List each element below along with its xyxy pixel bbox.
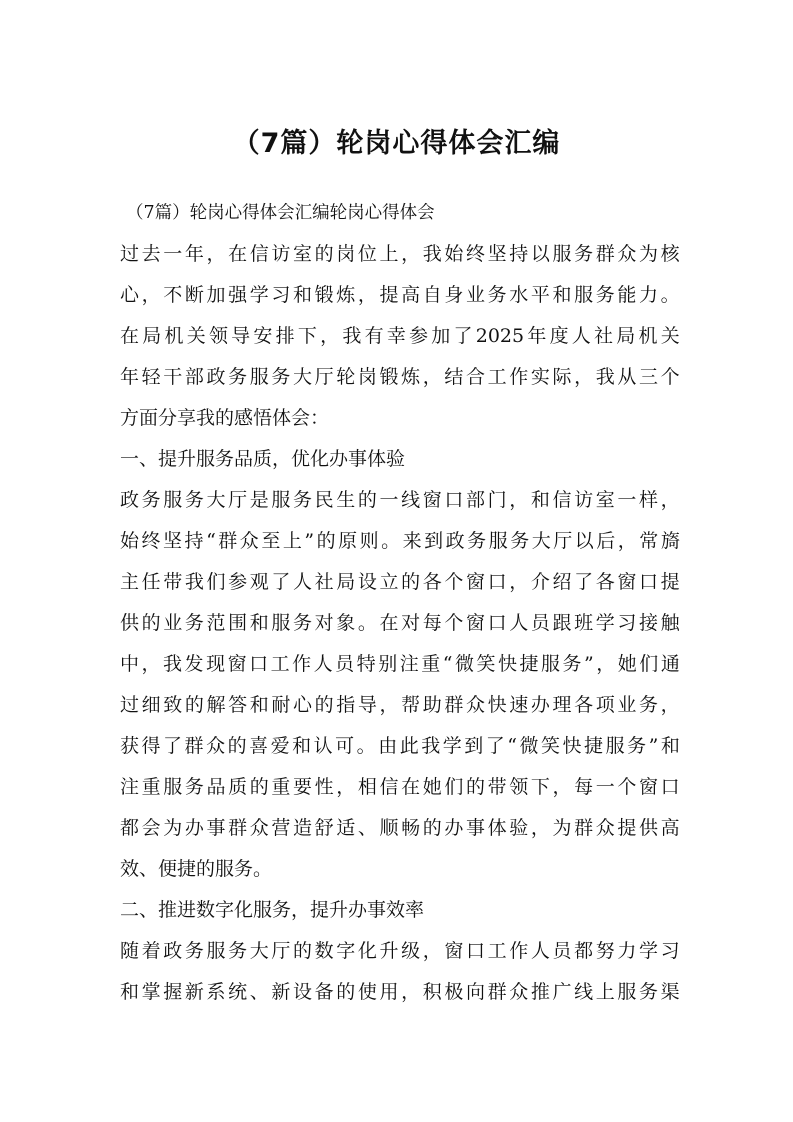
text-line: 在 局 机 关 领 导 安 排 下 ， 我 有 幸 参 加 了 2025 年 度 人 社 局 机 关 bbox=[120, 325, 680, 347]
text-line: 始 终 坚 持 “ 群 众 至 上 ” 的 原 则 。 来 到 政 务 服 务 大 厅 以 后 ， 常 旖 bbox=[120, 530, 680, 552]
text-line: 年 轻 干 部 政 务 服 务 大 厅 轮 岗 锻 炼 ， 结 合 工 作 实 际 ， 我 从 三 个 bbox=[120, 366, 680, 388]
text-line: 过 细 致 的 解 答 和 耐 心 的 指 导 ， 帮 助 群 众 快 速 办 理 各 项 业 务 ， bbox=[120, 694, 680, 716]
text-line: 随 着 政 务 服 务 大 厅 的 数 字 化 升 级 ， 窗 口 工 作 人 员 都 努 力 学 习 bbox=[120, 940, 680, 962]
text-line: 供 的 业 务 范 围 和 服 务 对 象 。 在 对 每 个 窗 口 人 员 跟 班 学 习 接 触 bbox=[120, 612, 680, 634]
text-line: 过 去 一 年 ， 在 信 访 室 的 岗 位 上 ， 我 始 终 坚 持 以 服 务 群 众 为 核 bbox=[120, 243, 680, 265]
text-line: 效、便捷的服务。 bbox=[120, 858, 273, 880]
text-line: 主 任 带 我 们 参 观 了 人 社 局 设 立 的 各 个 窗 口 ， 介 绍 了 各 窗 口 提 bbox=[120, 571, 680, 593]
document-body bbox=[120, 193, 680, 1013]
text-line: 心 ， 不 断 加 强 学 习 和 锻 炼 ， 提 高 自 身 业 务 水 平 和 服 务 能 力 。 bbox=[120, 284, 680, 306]
text-line: 方面分享我的感悟体会： bbox=[120, 407, 330, 429]
section-heading: 一、提升服务品质，优化办事体验 bbox=[120, 448, 406, 470]
text-line: 都 会 为 办 事 群 众 营 造 舒 适 、 顺 畅 的 办 事 体 验 ， 为 群 众 提 供 高 bbox=[120, 817, 680, 839]
text-line: 中 ， 我 发 现 窗 口 工 作 人 员 特 别 注 重 “ 微 笑 快 捷 服 务 ” ， 她 们 通 bbox=[120, 653, 680, 675]
text-line: 政 务 服 务 大 厅 是 服 务 民 生 的 一 线 窗 口 部 门 ， 和 信 访 室 一 样 ， bbox=[120, 489, 680, 511]
section-heading: 二、推进数字化服务，提升办事效率 bbox=[120, 899, 425, 921]
document-title: （7篇）轮岗心得体会汇编 bbox=[232, 128, 561, 159]
text-line: 注 重 服 务 品 质 的 重 要 性 ， 相 信 在 她 们 的 带 领 下 ， 每 一 个 窗 口 bbox=[120, 776, 680, 798]
text-line: （7篇）轮岗心得体会汇编轮岗心得体会 bbox=[126, 203, 435, 223]
text-line: 和 掌 握 新 系 统 、 新 设 备 的 使 用 ， 积 极 向 群 众 推 广 线 上 服 务 渠 bbox=[120, 981, 680, 1003]
text-line: 获 得 了 群 众 的 喜 爱 和 认 可 。 由 此 我 学 到 了 “ 微 笑 快 捷 服 务 ” 和 bbox=[120, 735, 680, 757]
